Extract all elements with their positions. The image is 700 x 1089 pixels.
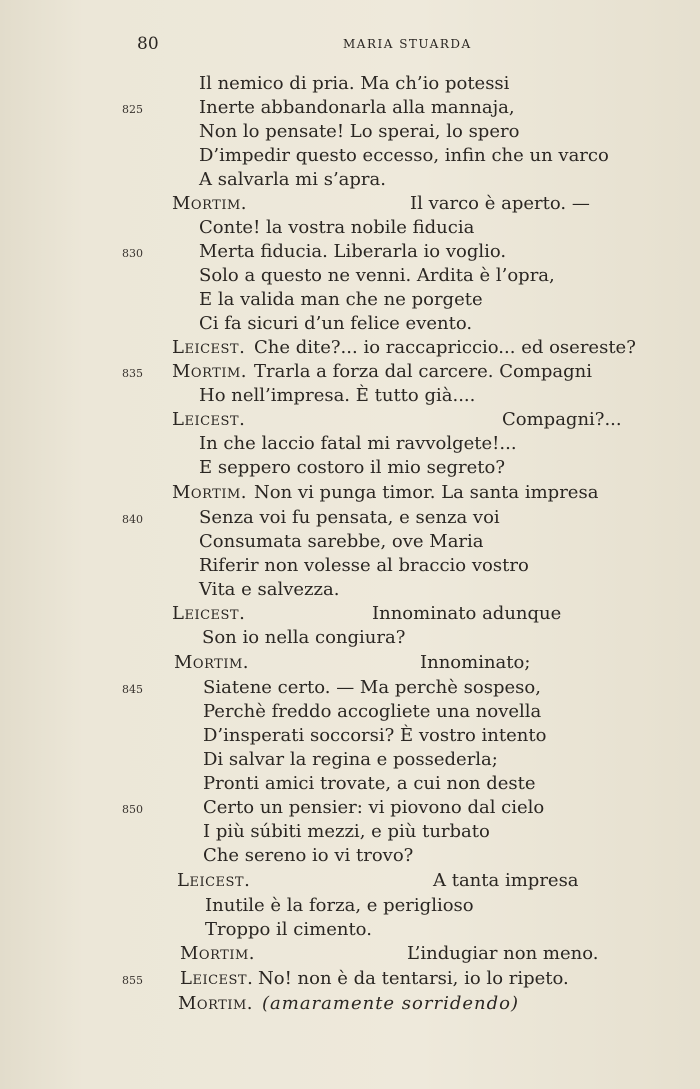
line-number: 855 <box>122 974 143 987</box>
verse-text: Innominato; <box>420 652 531 673</box>
speaker-name: Mortim. <box>180 943 255 964</box>
verse-line <box>0 360 700 384</box>
verse-text: Consumata sarebbe, ove Maria <box>199 531 484 552</box>
speaker-name: Leicest. <box>172 409 246 430</box>
speaker-name: Mortim. <box>172 482 247 503</box>
verse-text: Trarla a forza dal carcere. Compagni <box>254 361 593 382</box>
verse-line <box>0 942 700 966</box>
verse-line <box>0 96 700 120</box>
verse-line <box>0 312 700 336</box>
verse-text: Inerte abbandonarla alla mannaja, <box>199 97 515 118</box>
verse-line <box>0 506 700 530</box>
page-number: 80 <box>137 34 159 54</box>
verse-line <box>0 481 700 505</box>
running-title: MARIA STUARDA <box>343 37 472 51</box>
verse-line <box>0 384 700 408</box>
line-number: 845 <box>122 683 143 696</box>
verse-text: Ho nell’impresa. È tutto già.... <box>199 385 476 406</box>
verse-line <box>0 432 700 456</box>
verse-line <box>0 918 700 942</box>
verse-text: Che dite?... io raccapriccio... ed osereste? <box>254 337 636 358</box>
verse-line <box>0 992 700 1016</box>
verse-text: Merta fiducia. Liberarla io voglio. <box>199 241 507 262</box>
verse-text: Perchè freddo accogliete una novella <box>203 701 542 722</box>
verse-text: E la valida man che ne porgete <box>199 289 483 310</box>
verse-line <box>0 288 700 312</box>
verse-line <box>0 844 700 868</box>
verse-text: L’indugiar non meno. <box>407 943 599 964</box>
verse-line <box>0 626 700 650</box>
verse-text: Conte! la vostra nobile fiducia <box>199 217 475 238</box>
verse-line <box>0 408 700 432</box>
verse-text: Siatene certo. — Ma perchè sospeso, <box>203 677 541 698</box>
verse-line <box>0 168 700 192</box>
verse-line <box>0 336 700 360</box>
verse-line <box>0 700 700 724</box>
verse-text: A tanta impresa <box>433 870 579 891</box>
line-number: 825 <box>122 103 143 116</box>
verse-text: Vita e salvezza. <box>199 579 340 600</box>
verse-text: Ci fa sicuri d’un felice evento. <box>199 313 473 334</box>
verse-text: D’impedir questo eccesso, infin che un varco <box>199 145 609 166</box>
verse-text: Compagni?... <box>502 409 622 430</box>
verse-line <box>0 72 700 96</box>
verse-line <box>0 748 700 772</box>
verse-line <box>0 796 700 820</box>
speaker-name: Leicest. <box>172 337 246 358</box>
verse-line <box>0 676 700 700</box>
speaker-name: Mortim. <box>172 193 247 214</box>
verse-text: In che laccio fatal mi ravvolgete!... <box>199 433 517 454</box>
verse-text: Certo un pensier: vi piovono dal cielo <box>203 797 545 818</box>
verse-text: Di salvar la regina e possederla; <box>203 749 498 770</box>
verse-text: Inutile è la forza, e periglioso <box>205 895 474 916</box>
verse-text: Riferir non volesse al braccio vostro <box>199 555 529 576</box>
verse-line <box>0 894 700 918</box>
speaker-name: Leicest. <box>172 603 246 624</box>
verse-line <box>0 456 700 480</box>
verse-text: Che sereno io vi trovo? <box>203 845 414 866</box>
verse-line <box>0 578 700 602</box>
line-number: 830 <box>122 247 143 260</box>
verse-text: Solo a questo ne venni. Ardita è l’opra, <box>199 265 555 286</box>
verse-text: D’insperati soccorsi? È vostro intento <box>203 725 547 746</box>
verse-text: Innominato adunque <box>372 603 562 624</box>
speaker-name: Leicest. <box>177 870 251 891</box>
verse-text: Pronti amici trovate, a cui non deste <box>203 773 536 794</box>
verse-line <box>0 869 700 893</box>
verse-line <box>0 967 700 991</box>
verse-line <box>0 216 700 240</box>
verse-line <box>0 264 700 288</box>
verse-text: A salvarla mi s’apra. <box>199 169 386 190</box>
page-header <box>0 34 700 54</box>
verse-text: Senza voi fu pensata, e senza voi <box>199 507 500 528</box>
line-number: 850 <box>122 803 143 816</box>
verse-line <box>0 554 700 578</box>
verse-line <box>0 240 700 264</box>
verse-text: E seppero costoro il mio segreto? <box>199 457 506 478</box>
verse-line <box>0 820 700 844</box>
verse-line <box>0 144 700 168</box>
verse-text: No! non è da tentarsi, io lo ripeto. <box>258 968 569 989</box>
verse-line <box>0 772 700 796</box>
verse-text: Son io nella congiura? <box>202 627 406 648</box>
verse-line <box>0 530 700 554</box>
verse-line <box>0 192 700 216</box>
verse-line <box>0 724 700 748</box>
line-number: 835 <box>122 367 143 380</box>
verse-line <box>0 602 700 626</box>
verse-text: Il nemico di pria. Ma ch’io potessi <box>199 73 510 94</box>
verse-text: Non vi punga timor. La santa impresa <box>254 482 599 503</box>
speaker-name: Mortim. <box>178 993 253 1014</box>
verse-text: Il varco è aperto. — <box>410 193 590 214</box>
verse-text: I più súbiti mezzi, e più turbato <box>203 821 490 842</box>
line-number: 840 <box>122 513 143 526</box>
verse-line <box>0 120 700 144</box>
speaker-name: Mortim. <box>172 361 247 382</box>
speaker-name: Mortim. <box>174 652 249 673</box>
stage-direction: (amaramente sorridendo) <box>262 993 519 1014</box>
verse-line <box>0 651 700 675</box>
verse-text: Troppo il cimento. <box>205 919 372 940</box>
speaker-name: Leicest. <box>180 968 254 989</box>
verse-text: Non lo pensate! Lo sperai, lo spero <box>199 121 520 142</box>
